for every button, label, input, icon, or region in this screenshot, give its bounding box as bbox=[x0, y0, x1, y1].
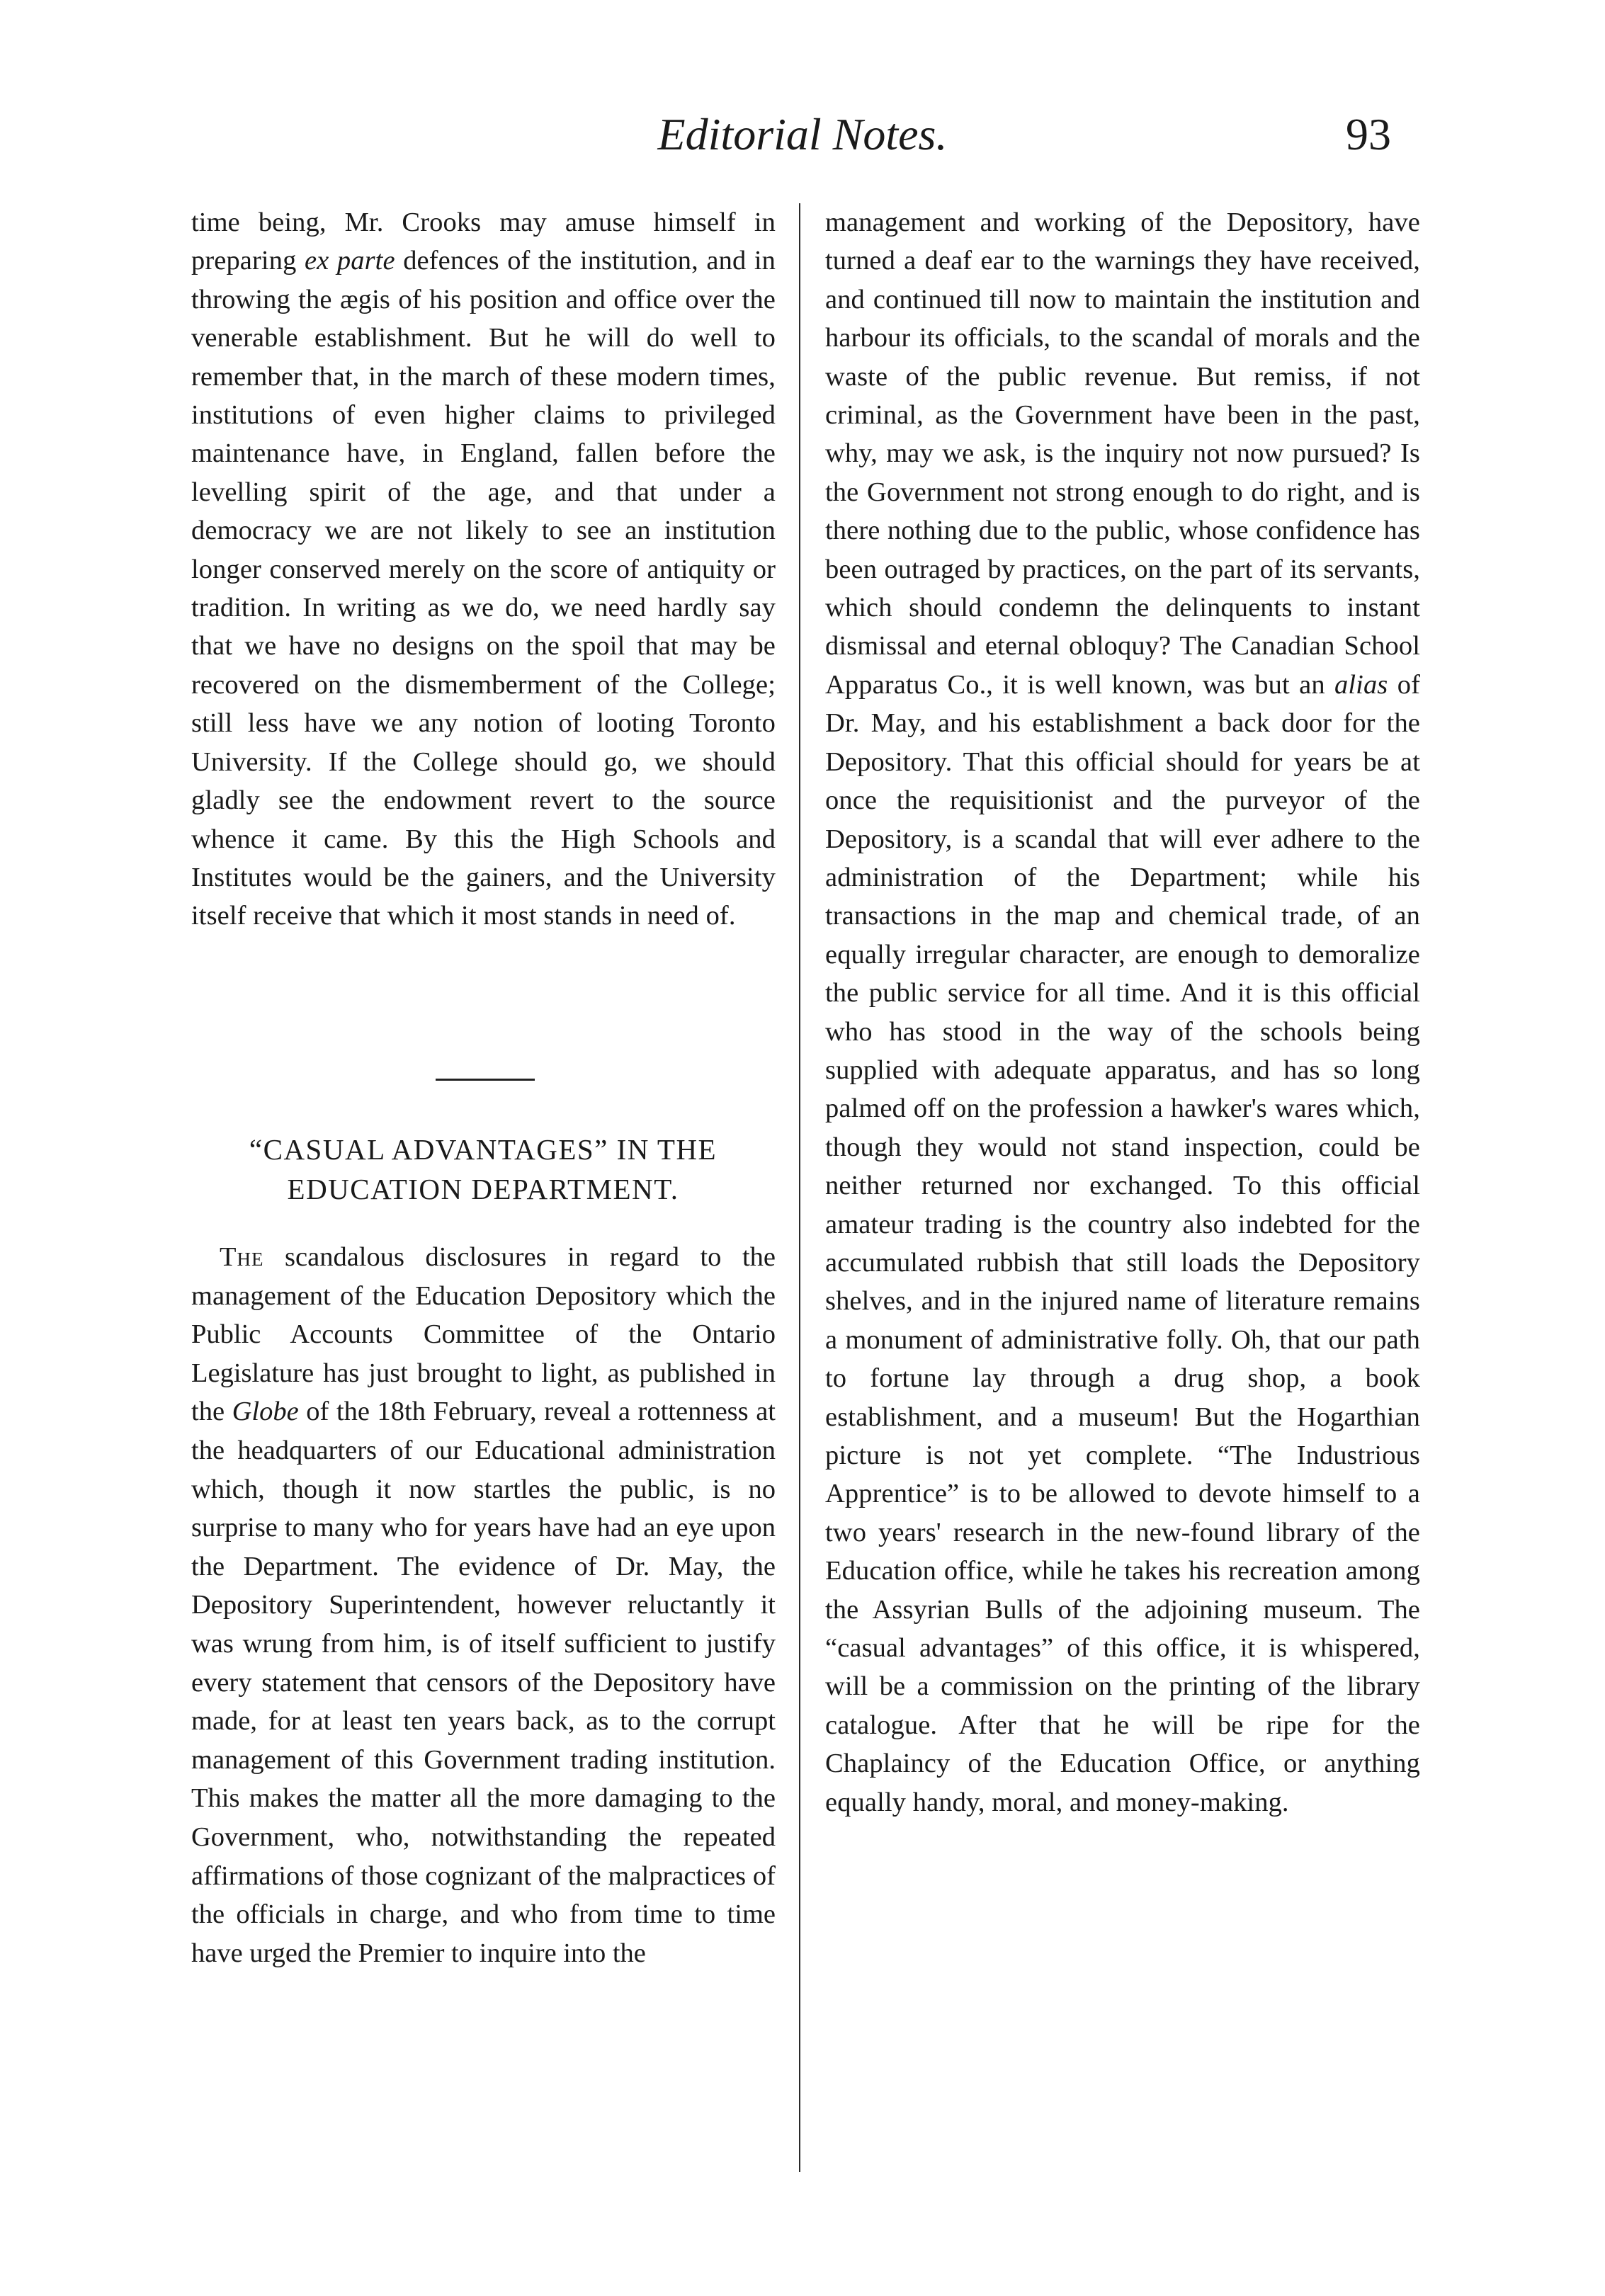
running-head-title: Editorial Notes. bbox=[657, 109, 948, 159]
paragraph-continued bbox=[825, 203, 1420, 1822]
right-column-text bbox=[825, 203, 1420, 1822]
page-number: 93 bbox=[1346, 109, 1391, 159]
section-heading-line: “CASUAL ADVANTAGES” IN THE bbox=[249, 1133, 718, 1166]
section-heading-line: EDUCATION DEPARTMENT. bbox=[287, 1173, 679, 1205]
text-run: scandalous disclosures in regard to the management of the Education Depository which the Public Accounts Committee of the Ontario Legislature has just brought to light, as published in the bbox=[191, 1242, 776, 1427]
left-column-continued-text bbox=[191, 203, 776, 936]
text-run: defences of the institution, and in throwing the ægis of his position and office over the venerable establishment. But he will do well to remember that, in the march of these modern times, institutions of even higher claims to privileged maintenance have, in England, fallen before the levelling spirit of the age, and that under a democracy we are not likely to see an institution longer conserved merely on the score of antiquity or tradition. In writing as we do, we need hardly say that we have no designs on the spoil that may be recovered on the dismemberment of the College; still less have we any notion of looting Toronto University. If the College should go, we should gladly see the endowment revert to the source whence it came. By this the High Schools and Institutes would be the gainers, and the University itself receive that which it most stands in need of. bbox=[191, 246, 776, 931]
section-divider-rule bbox=[436, 1079, 535, 1081]
column-divider-rule bbox=[799, 203, 800, 2172]
text-run: management and working of the Depository, have turned a deaf ear to the warnings they have received, and continued till now to maintain the institution and harbour its officials, to the scandal of morals and the waste of the public revenue. But remiss, if not criminal, as the Government have been in the past, why, may we ask, is the inquiry not now pursued? Is the Government not strong enough to do right, and is there nothing due to the public, whose confidence has been outraged by practices, on the part of its servants, which should condemn the delinquents to instant dismissal and eternal obloquy? The Canadian School Apparatus Co., it is well known, was but an bbox=[825, 208, 1420, 700]
lead-word: The bbox=[220, 1242, 264, 1272]
paragraph-continued bbox=[191, 203, 776, 936]
left-column-article-text bbox=[191, 1238, 776, 1972]
italic-phrase: Globe bbox=[232, 1397, 299, 1427]
text-run: of the 18th February, reveal a rottenness at the headquarters of our Educational administration which, though it now startles the public, is no surprise to many who for years have had an eye upon the Department. The evidence of Dr. May, the Depository Superintendent, however reluctantly it was wrung from him, is of itself sufficient to justify every statement that censors of the Depository have made, for at least ten years back, as to the corrupt management of this Government trading institution. This makes the matter all the more damaging to the Government, who, notwithstanding the repeated affirmations of those cognizant of the malpractices of the officials in charge, and who from time to time have urged the Premier to inquire into the bbox=[191, 1397, 776, 1968]
text-run: of Dr. May, and his establishment a back door for the Depository. That this official should for years be at once the requisitionist and the purveyor of the Depository, is a scandal that will ever adhere to the administration of the Department; while his transactions in the map and chemical trade, of an equally irregular character, are enough to demoralize the public service for all time. And it is this official who has stood in the way of the schools being supplied with adequate apparatus, and has so long palmed off on the profession a hawker's wares which, though they would not stand inspection, could be neither returned nor exchanged. To this official amateur trading is the country also indebted for the accumulated rubbish that still loads the Depository shelves, and in the injured name of literature remains a monument of administrative folly. Oh, that our path to fortune lay through a drug shop, a book establishment, and a museum! But the Hogarthian picture is not yet complete. “The Industrious Apprentice” is to be allowed to devote himself to a two years' research in the new-found library of the Education office, while he takes his recreation among the Assyrian Bulls of the adjoining museum. The “casual advantages” of this office, it is whispered, will be a commission on the printing of the library catalogue. After that he will be ripe for the Chaplaincy of the Education Office, or anything equally handy, moral, and money-making. bbox=[825, 669, 1420, 1817]
text-run: time being, Mr. Crooks may amuse himself in preparing bbox=[191, 208, 776, 276]
italic-phrase: ex parte bbox=[304, 246, 395, 276]
section-heading bbox=[186, 1130, 781, 1209]
paragraph bbox=[191, 1238, 776, 1972]
italic-phrase: alias bbox=[1334, 669, 1388, 700]
